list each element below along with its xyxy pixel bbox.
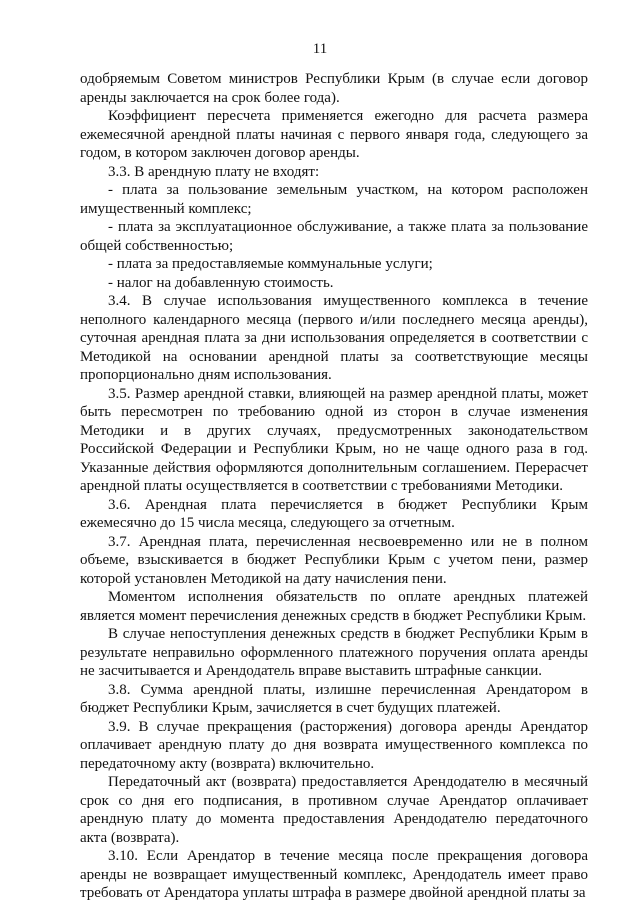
paragraph: 3.7. Арендная плата, перечисленная несвоевременно или не в полном объеме, взыскивается в бюджет Республики Крым с учетом пени, размер которой установлен Методикой на дату начисления пени. [80,533,588,587]
list-item: - налог на добавленную стоимость. [108,274,334,291]
paragraph: Моментом исполнения обязательств по оплате арендных платежей является момент перечисления денежных средств в бюджет Республики Крым. [80,589,588,624]
paragraph: 3.5. Размер арендной ставки, влияющей на размер арендной платы, может быть пересмотрен по требованию одной из сторон в случае изменения Методики и в других случаях, предусмотренных законодательством Российской Федерации и Республики Крым, но не чаще одного раза в год. Указанные действия оформляются дополнительным соглашением. Перерасчет арендной платы осуществляется в соответствии с требованиями Методики. [80,385,588,494]
paragraph: 3.4. В случае использования имущественного комплекса в течение неполного календарного месяца (первого и/или последнего месяца аренды), суточная арендная плата за дни использования определяется в соответствии с Методикой на основании арендной платы за соответствующие месяцы пропорционально дням использования. [80,293,588,383]
paragraph: 3.3. В арендную плату не входят: [108,163,320,180]
paragraph: 3.9. В случае прекращения (расторжения) договора аренды Арендатор оплачивает арендную плату до дня возврата имущественного комплекса по передаточному акту (возврата) включительно. [80,718,588,772]
list-item: - плата за эксплуатационное обслуживание, а также плата за пользование общей собственностью; [80,219,588,254]
paragraph: Коэффициент пересчета применяется ежегодно для расчета размера ежемесячной арендной платы начиная с первого января года, следующего за годом, в котором заключен договор аренды. [80,108,588,161]
list-item: - плата за предоставляемые коммунальные услуги; [108,256,433,272]
paragraph: 3.6. Арендная плата перечисляется в бюджет Республики Крым ежемесячно до 15 числа месяца, следующего за отчетным. [80,496,588,531]
paragraph: 3.10. Если Арендатор в течение месяца после прекращения договора аренды не возвращает имущественный комплекс, Арендодатель имеет право требовать от Арендатора уплаты штрафа в размере двойной арендной платы за [80,848,588,901]
document-body [80,70,588,903]
list-item: - плата за пользование земельным участком, на котором расположен имущественный комплекс; [80,182,588,217]
paragraph: Передаточный акт (возврата) предоставляется Арендодателю в месячный срок со дня его подписания, в противном случае Арендатор оплачивает арендную плату до момента предоставления Арендодателю передаточного акта (возврата). [80,774,588,846]
paragraph: 3.8. Сумма арендной платы, излишне перечисленная Арендатором в бюджет Республики Крым, зачисляется в счет будущих платежей. [80,681,588,716]
page-number: 11 [312,41,328,57]
paragraph: одобряемым Советом министров Республики Крым (в случае если договор аренды заключается на срок более года). [80,71,588,106]
paragraph: В случае непоступления денежных средств в бюджет Республики Крым в результате неправильно оформленного платежного поручения оплата аренды не засчитывается и Арендодатель вправе выставить штрафные санкции. [80,626,588,679]
